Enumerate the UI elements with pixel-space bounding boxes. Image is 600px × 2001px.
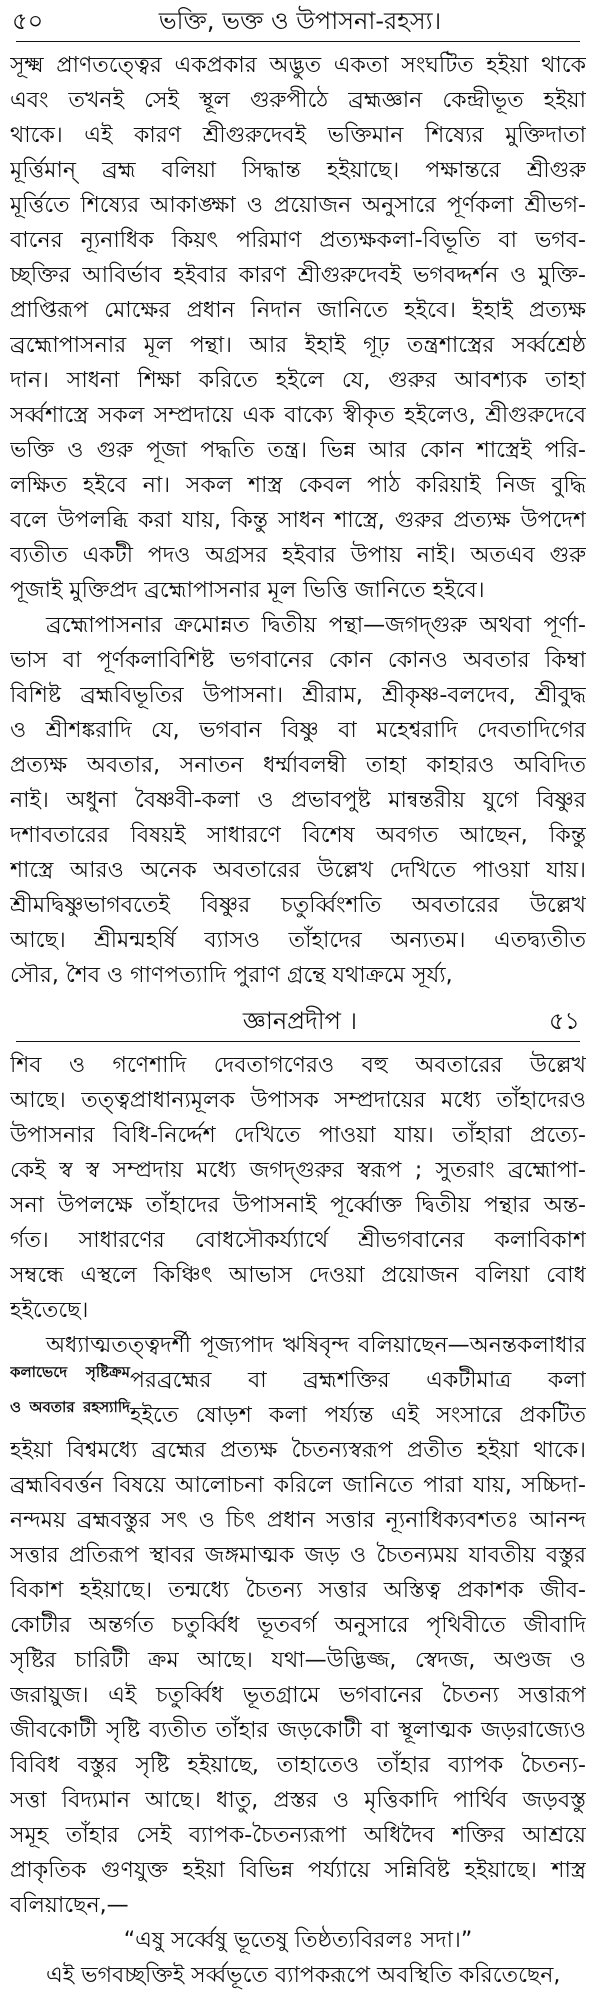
paragraph-line: সনা উপলক্ষে তাঁহাদের উপাসনাই পূর্ব্বোক্ত দ্বিতীয় পন্থার অন্ত- [10,1193,586,1218]
paragraph-line: শাস্ত্রে আরও অনেক অবতারের উল্লেখ দেখিতে পাওয়া যায়। [10,858,586,883]
paragraph-line: ব্রহ্মোপাসনার ক্রমোন্নত দ্বিতীয় পন্থা—জগদ্গুরু অথবা পূর্ণা- [46,613,586,638]
margin-note: কলাভেদে সৃষ্টিক্রম [10,1363,130,1381]
paragraph-line: এবং তখনই সেই স্থূল গুরুপীঠে ব্রহ্মজ্ঞান কেন্দ্রীভূত হইয়া [10,88,586,113]
paragraph-line: অধ্যাত্মতত্ত্বদর্শী পূজ্যপাদ ঋষিবৃন্দ বলিয়াছেন—অনন্তকলাধার [46,1333,586,1358]
paragraph-line [10,1363,586,1398]
paragraph-line: সৃষ্টির চারিটী ক্রম আছে। যথা—উদ্ভিজ্জ, স্বেদজ, অণ্ডজ ও [10,1648,586,1673]
paragraph-line: জরায়ুজ। এই চতুর্ব্বিধ ভূতগ্রামে ভগবানের চৈতন্য সত্তারূপ [10,1683,586,1708]
paragraph-line: থাকে। এই কারণ শ্রীগুরুদেবই ভক্তিমান শিষ্যের মুক্তিদাতা [10,123,586,148]
paragraph-line: নাই। অধুনা বৈষ্ণবী-কলা ও প্রভাবপুষ্ট মান্বন্তরীয় যুগে বিষ্ণুর [10,788,586,813]
margin-note: ও অবতার রহস্যাদি [10,1398,130,1416]
paragraph-line: প্রাকৃতিক গুণযুক্ত হইয়া বিভিন্ন পর্য্যায়ে সন্নিবিষ্ট হইয়াছে। শাস্ত্র [10,1858,586,1883]
paragraph-line: ভক্তি ও গুরু পূজা পদ্ধতি তন্ত্র। ভিন্ন আর কোন শাস্ত্রেই পরি- [10,438,586,463]
page-bottom [0,1000,600,2001]
page-header-top [10,0,590,42]
paragraph-line: হইতেছে। [10,1298,89,1323]
page-header-bottom [10,1000,590,1042]
paragraph-line: আছে। শ্রীমন্মহর্ষি ব্যাসও তাঁহাদের অন্যতম। এতদ্ব্যতীত [10,928,586,953]
header-rule [16,1041,580,1042]
paragraph-line: প্রত্যক্ষ অবতার, সনাতন ধর্ম্মাবলম্বী তাহা কাহারও অবিদিত [10,753,586,778]
page-number: ৫১ [548,1007,580,1035]
page-number: ৫০ [12,7,44,35]
paragraph-line [10,1398,586,1433]
paragraph-line: কোটীর অন্তর্গত চতুর্ব্বিধ ভূতবর্গ অনুসারে পৃথিবীতে জীবাদি [10,1613,586,1638]
paragraph-line: কেই স্ব স্ব সম্প্রদায় মধ্যে জগদ্গুরুর স্বরূপ ; সুতরাং ব্রহ্মোপা- [10,1158,586,1183]
paragraph-line: দশাবতারের বিষয়ই সাধারণে বিশেষ অবগত আছেন, কিন্তু [10,823,586,848]
paragraph-line: উপাসনার বিধি-নির্দ্দেশ দেখিতে পাওয়া যায়। তাঁহারা প্রত্যে- [10,1123,586,1148]
paragraph-line: প্রাপ্তিরূপ মোক্ষের প্রধান নিদান জানিতে হইবে। ইহাই প্রত্যক্ষ [10,298,586,323]
paragraph-line: সত্তার প্রতিরূপ স্থাবর জঙ্গমাত্মক জড় ও চৈতন্যময় যাবতীয় বস্তুর [10,1543,586,1568]
body-text-bottom [10,1048,586,1993]
paragraph-line: দান। সাধনা শিক্ষা করিতে হইলে যে, গুরুর আবশ্যক তাহা [10,368,586,393]
page-top [0,0,600,1000]
paragraph-line: ও শ্রীশঙ্করাদি যে, ভগবান বিষ্ণু বা মহেশ্বরাদি দেবতাদিগের [10,718,586,743]
paragraph-line: ব্রহ্মোপাসনার মূল পন্থা। আর ইহাই গূঢ় তন্ত্রশাস্ত্রের সর্ব্বশ্রেষ্ঠ [10,333,586,358]
paragraph-line: হইয়া বিশ্বমধ্যে ব্রহ্মের প্রত্যক্ষ চৈতন্যস্বরূপ প্রতীত হইয়া থাকে। [10,1438,586,1463]
paragraph-line: সূক্ষ্ম প্রাণতত্ত্বের একপ্রকার অদ্ভুত একতা সংঘটিত হইয়া থাকে [10,53,586,78]
paragraph-line: আছে। তত্ত্বপ্রাধান্যমূলক উপাসক সম্প্রদায়ের মধ্যে তাঁহাদেরও [10,1088,586,1113]
paragraph-line: চ্ছক্তির আবির্ভাব হইবার কারণ শ্রীগুরুদেবই ভগবদ্দর্শন ও মুক্তি- [10,263,586,288]
paragraph-line: সমূহ তাঁহার সেই ব্যাপক-চৈতন্যরূপা অধিদৈব শক্তির আশ্রয়ে [10,1823,586,1848]
paragraph-line: র্গত। সাধারণের বোধসৌকর্য্যার্থে শ্রীভগবানের কলাবিকাশ [10,1228,586,1253]
paragraph-line: সর্ব্বশাস্ত্রে সকল সম্প্রদায়ে এক বাক্যে স্বীকৃত হইলেও, শ্রীগুরুদেবে [10,403,586,428]
verse-quote: “এষু সর্ব্বেষু ভূতেষু তিষ্ঠত্যবিরলঃ সদা।” [123,1928,473,1953]
running-title: জ্ঞানপ্রদীপ । [242,1007,358,1035]
paragraph-line: বিকাশ হইয়াছে। তন্মধ্যে চৈতন্য সত্তার অস্তিত্ব প্রকাশক জীব- [10,1578,586,1603]
paragraph-line: ব্রহ্মবিবর্ত্তন বিষয়ে আলোচনা করিলে জানিতে পারা যায়, সচ্চিদা- [10,1473,586,1498]
paragraph-line: ভাস বা পূর্ণকলাবিশিষ্ট ভগবানের কোন কোনও অবতার কিম্বা [10,648,586,673]
paragraph-line: মূর্ত্তিতে শিষ্যের আকাঙ্ক্ষা ও প্রয়োজন অনুসারে পূর্ণকলা শ্রীভগ- [10,193,586,218]
header-rule [16,41,580,42]
paragraph-line: বানের ন্যূনাধিক কিয়ৎ পরিমাণ প্রত্যক্ষকলা-বিভূতি বা ভগব- [10,228,586,253]
paragraph-line: লক্ষিত হইবে না। সকল শাস্ত্র কেবল পাঠ করিয়াই নিজ বুদ্ধি [10,473,586,498]
paragraph-line: বলিয়াছেন,— [10,1893,129,1918]
paragraph-line: শ্রীমদ্বিষ্ণুভাগবতেই বিষ্ণুর চতুর্ব্বিংশতি অবতারের উল্লেখ [10,893,586,918]
paragraph-line: সৌর, শৈব ও গাণপত্যাদি পুরাণ গ্রন্থে যথাক্রমে সূর্য্য, [10,963,453,988]
paragraph-line: বিবিধ বস্তুর সৃষ্টি হইয়াছে, তাহাতেও তাঁহার ব্যাপক চৈতন্য- [10,1753,586,1778]
paragraph-line: বিশিষ্ট ব্রহ্মবিভূতির উপাসনা। শ্রীরাম, শ্রীকৃষ্ণ-বলদেব, শ্রীবুদ্ধ [10,683,586,708]
paragraph-line: এই ভগবচ্ছক্তিই সর্ব্বভূতে ব্যাপকরূপে অবস্থিতি করিতেছেন, [46,1963,561,1988]
paragraph-line-text: পরব্রহ্মের বা ব্রহ্মশক্তির একটীমাত্র কলা [130,1368,586,1393]
paragraph-line: সত্তা বিদ্যমান আছে। ধাতু, প্রস্তর ও মৃত্তিকাদি পার্থিব জড়বস্তু [10,1788,586,1813]
paragraph-line-text: হইতে ষোড়শ কলা পর্য্যন্ত এই সংসারে প্রকটিত [130,1403,586,1428]
body-text-top [10,48,586,993]
paragraph-line: শিব ও গণেশাদি দেবতাগণেরও বহু অবতারের উল্লেখ [10,1053,586,1078]
paragraph-line: পূজাই মুক্তিপ্রদ ব্রহ্মোপাসনার মূল ভিত্তি জানিতে হইবে। [10,578,485,603]
paragraph-line: জীবকোটী সৃষ্টি ব্যতীত তাঁহার জড়কোটী বা স্থূলাত্মক জড়রাজ্যেও [10,1718,586,1743]
paragraph-line: বলে উপলব্ধি করা যায়, কিন্তু সাধন শাস্ত্রে, গুরুর প্রত্যক্ষ উপদেশ [10,508,586,533]
paragraph-line: মূর্ত্তিমান্ ব্রহ্ম বলিয়া সিদ্ধান্ত হইয়াছে। পক্ষান্তরে শ্রীগুরু [10,158,586,183]
paragraph-line: ব্যতীত একটী পদও অগ্রসর হইবার উপায় নাই। অতএব গুরু [10,543,586,568]
running-title: ভক্তি, ভক্ত ও উপাসনা-রহস্য। [158,7,442,35]
paragraph-line: সম্বন্ধে এস্থলে কিঞ্চিৎ আভাস দেওয়া প্রয়োজন বলিয়া বোধ [10,1263,586,1288]
paragraph-line: নন্দময় ব্রহ্মবস্তুর সৎ ও চিৎ প্রধান সত্তার ন্যূনাধিক্যবশতঃ আনন্দ [10,1508,586,1533]
